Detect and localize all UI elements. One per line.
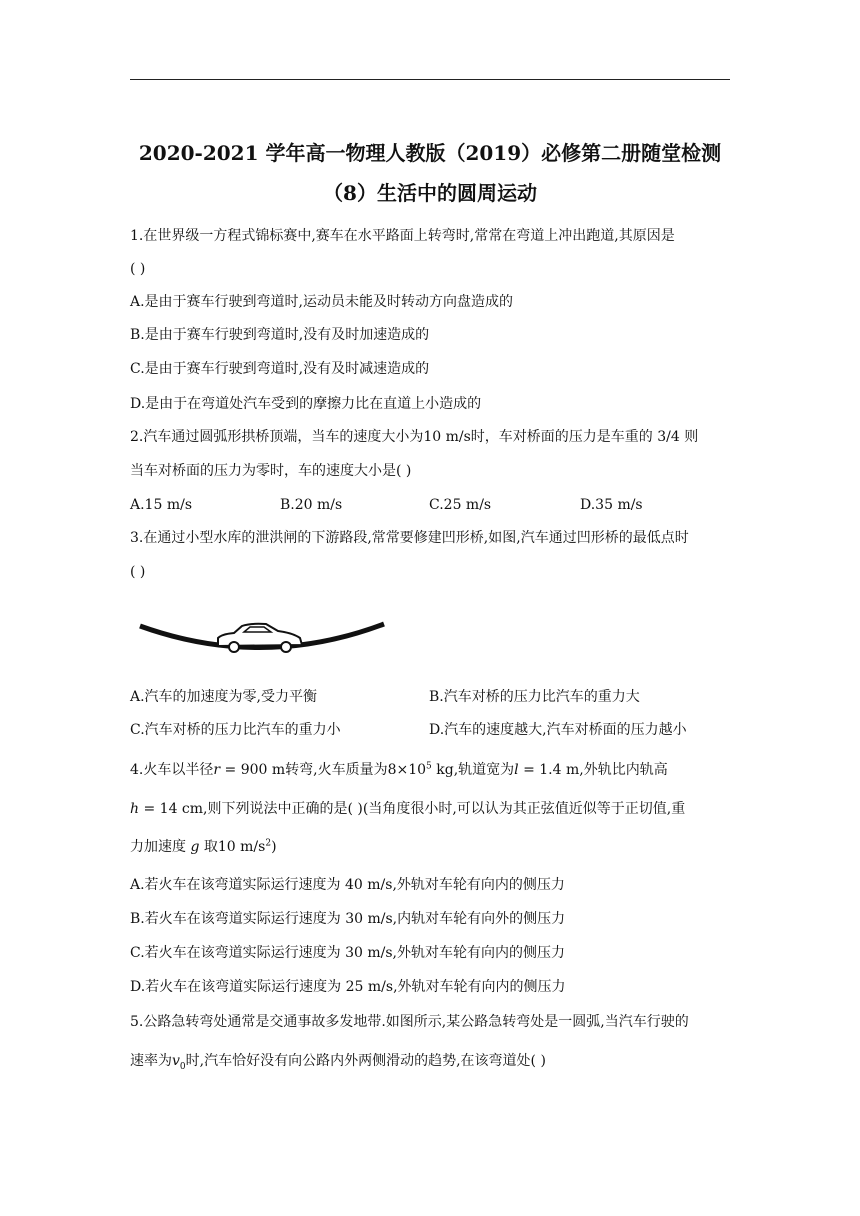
q3-stem-line-1: 3.在通过小型水库的泄洪闸的下游路段,常常要修建凹形桥,如图,汽车通过凹形桥的最低点时 (130, 530, 689, 546)
q4-r-value: = 900 m (220, 762, 286, 778)
q5-stem-line-2 (130, 1052, 730, 1070)
q4-mass-exponent: 5 (426, 761, 432, 772)
q4-option-d: D.若火车在该弯道实际运行速度为 25 m/s,外轨对车轮有向内的侧压力 (130, 979, 566, 995)
q3-option-b: B.汽车对桥的压力比汽车的重力大 (429, 689, 640, 705)
q4-var-h: h (130, 801, 140, 817)
q5-stem-text-a: 速率为 (130, 1053, 172, 1069)
q4-stem-text-h: ) (271, 839, 277, 855)
q3-option-c: C.汽车对桥的压力比汽车的重力小 (130, 722, 341, 738)
q4-stem-line-2 (130, 800, 730, 818)
q4-var-l: l (514, 762, 519, 778)
q4-stem-text-b: 转弯,火车质量为 (285, 762, 388, 778)
q4-option-b: B.若火车在该弯道实际运行速度为 30 m/s,内轨对车轮有向外的侧压力 (130, 911, 566, 927)
q3-option-d: D.汽车的速度越大,汽车对桥面的压力越小 (429, 722, 687, 738)
q2-option-d: D.35 m/s (580, 497, 643, 513)
q5-stem-text-b: 时,汽车恰好没有向公路内外两侧滑动的趋势,在该弯道处( ) (185, 1053, 546, 1069)
page-title-line-1: 2020-2021 学年高一物理人教版（2019）必修第二册随堂检测 (138, 141, 722, 165)
q4-stem-text-d: ,外轨比内轨高 (579, 762, 668, 778)
q3-option-a: A.汽车的加速度为零,受力平衡 (130, 689, 318, 705)
q5-var-v: v (172, 1053, 180, 1069)
q3-stem-line-2: ( ) (130, 564, 146, 580)
q2-stem-line-1: 2.汽车通过圆弧形拱桥顶端，当车的速度大小为10 m/s时，车对桥面的压力是车重的 3/4 则 (130, 429, 699, 445)
q2-option-b: B.20 m/s (280, 497, 343, 513)
q1-option-c: C.是由于赛车行驶到弯道时,没有及时减速造成的 (130, 361, 430, 377)
q4-g-exponent: 2 (265, 838, 272, 849)
q5-v-subscript: 0 (179, 1061, 186, 1072)
q4-stem-text-e: ,则下列说法中正确的是( )(当角度很小时,可以认为其正弦值近似等于正切值,重 (203, 801, 686, 817)
q4-stem-text-f: 力加速度 (130, 839, 186, 855)
q2-option-a: A.15 m/s (130, 497, 193, 513)
q2-option-c: C.25 m/s (429, 497, 492, 513)
page-title-line-2: （8）生活中的圆周运动 (323, 181, 537, 205)
q1-option-b: B.是由于赛车行驶到弯道时,没有及时加速造成的 (130, 327, 430, 343)
q4-h-value: = 14 cm (139, 801, 204, 817)
q4-option-a: A.若火车在该弯道实际运行速度为 40 m/s,外轨对车轮有向内的侧压力 (130, 877, 565, 893)
q4-stem-text-c: ,轨道宽为 (453, 762, 515, 778)
q2-stem-line-2: 当车对桥面的压力为零时，车的速度大小是( ) (130, 463, 412, 479)
concave-bridge-figure (138, 612, 386, 662)
q1-option-d: D.是由于在弯道处汽车受到的摩擦力比在直道上小造成的 (130, 396, 482, 412)
q4-l-value: = 1.4 m (518, 762, 580, 778)
q4-option-c: C.若火车在该弯道实际运行速度为 30 m/s,外轨对车轮有向内的侧压力 (130, 945, 566, 961)
q4-stem-line-1 (130, 761, 730, 779)
q4-var-r: r (213, 762, 221, 778)
q4-mass-unit: kg (431, 762, 454, 778)
q1-stem-line-2: ( ) (130, 261, 146, 277)
header-rule (130, 79, 730, 80)
q1-stem-line-1: 1.在世界级一方程式锦标赛中,赛车在水平路面上转弯时,常常在弯道上冲出跑道,其原因是 (130, 228, 675, 244)
q4-var-g: g (190, 839, 200, 855)
q4-stem-text-g: 取10 m/s (203, 839, 266, 855)
q4-mass: 8×10 (387, 762, 427, 778)
q4-stem-line-3 (130, 838, 730, 856)
q5-stem-line-1: 5.公路急转弯处通常是交通事故多发地带.如图所示,某公路急转弯处是一圆弧,当汽车行驶的 (130, 1014, 689, 1030)
q1-option-a: A.是由于赛车行驶到弯道时,运动员未能及时转动方向盘造成的 (130, 294, 514, 310)
q4-stem-text-a: 4.火车以半径 (130, 762, 214, 778)
